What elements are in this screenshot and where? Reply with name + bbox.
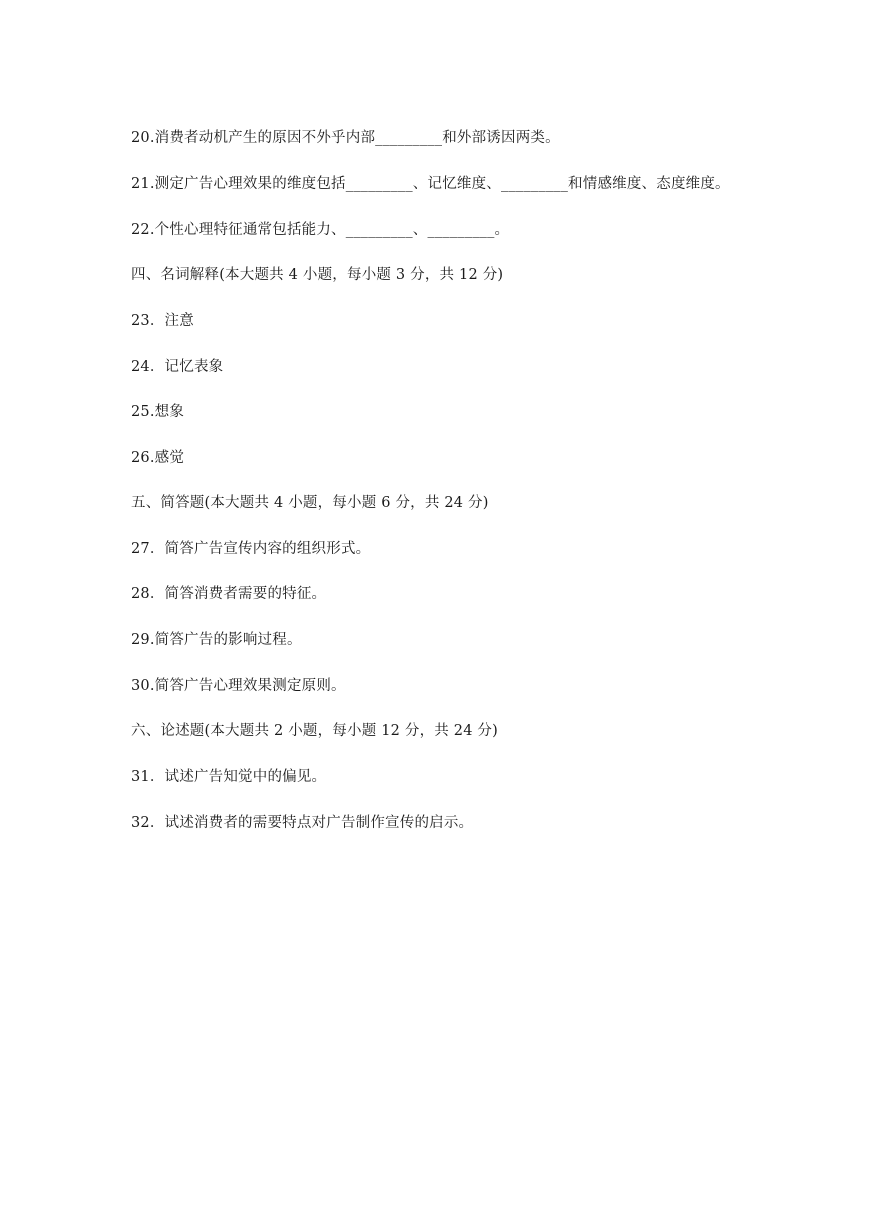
question-31: 31．试述广告知觉中的偏见。 (131, 769, 327, 785)
question-28: 28．简答消费者需要的特征。 (131, 586, 327, 602)
question-20: 20.消费者动机产生的原因不外乎内部_________和外部诱因两类。 (131, 130, 560, 146)
question-25: 25.想象 (131, 404, 185, 420)
question-30: 30.简答广告心理效果测定原则。 (131, 678, 346, 694)
section-heading-essay: 六、论述题(本大题共 2 小题，每小题 12 分，共 24 分) (131, 723, 498, 739)
question-21: 21.测定广告心理效果的维度包括_________、记忆维度、_________和情感维度、态度维度。 (131, 176, 730, 192)
question-23: 23．注意 (131, 313, 194, 329)
section-heading-short-answer: 五、简答题(本大题共 4 小题，每小题 6 分，共 24 分) (131, 495, 489, 511)
section-heading-term-definitions: 四、名词解释(本大题共 4 小题，每小题 3 分，共 12 分) (131, 267, 504, 283)
question-26: 26.感觉 (131, 450, 185, 466)
question-29: 29.简答广告的影响过程。 (131, 632, 302, 648)
question-27: 27．简答广告宣传内容的组织形式。 (131, 541, 371, 557)
question-32: 32．试述消费者的需要特点对广告制作宣传的启示。 (131, 815, 474, 831)
question-24: 24．记忆表象 (131, 359, 224, 375)
question-22: 22.个性心理特征通常包括能力、_________、_________。 (131, 222, 510, 238)
